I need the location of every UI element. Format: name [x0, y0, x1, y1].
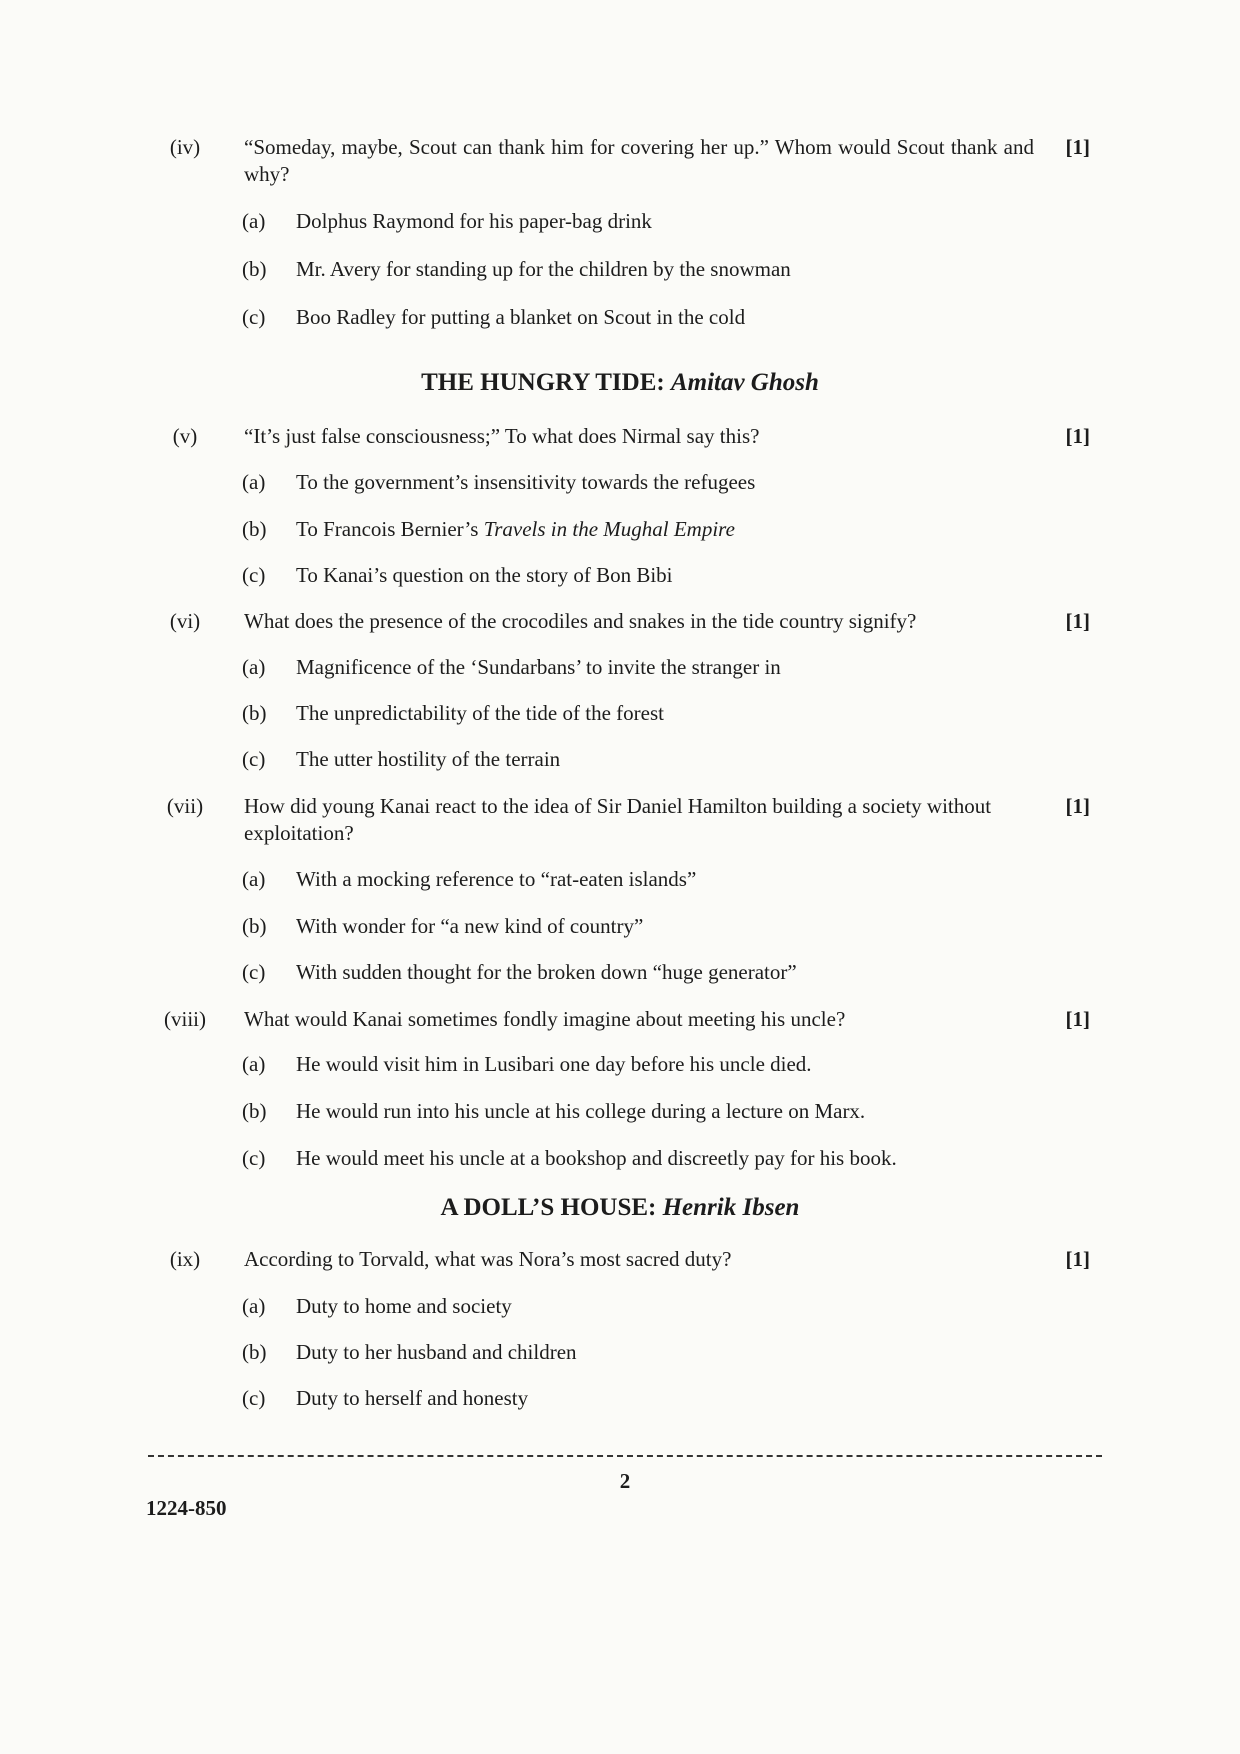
- option-label: (a): [242, 1052, 266, 1076]
- option-label: (b): [242, 1099, 267, 1123]
- option-label: (c): [242, 305, 266, 329]
- page-number: 2: [619, 1469, 631, 1493]
- section-author: Henrik Ibsen: [662, 1194, 800, 1221]
- option-text: Duty to her husband and children: [296, 1340, 577, 1364]
- option-label: (b): [242, 701, 267, 725]
- option-label: (b): [242, 257, 267, 281]
- option-text: To Francois Bernier’s: [296, 517, 479, 541]
- option-text: Dolphus Raymond for his paper-bag drink: [296, 209, 652, 233]
- question-number: (ix): [169, 1247, 201, 1271]
- question-number: (iv): [169, 135, 201, 159]
- question-marks: [1]: [1065, 1007, 1090, 1031]
- option-text: With a mocking reference to “rat-eaten islands”: [296, 867, 697, 891]
- question-text: “It’s just false consciousness;” To what does Nirmal say this?: [244, 424, 760, 448]
- option-label: (c): [242, 960, 266, 984]
- question-number: (v): [172, 424, 198, 448]
- question-number: (viii): [164, 1007, 206, 1031]
- option-label: (c): [242, 1386, 266, 1410]
- option-text: The unpredictability of the tide of the forest: [296, 701, 664, 725]
- section-title: THE HUNGRY TIDE:: [421, 369, 665, 396]
- question-marks: [1]: [1065, 424, 1090, 448]
- section-author: Amitav Ghosh: [670, 369, 819, 396]
- option-text: The utter hostility of the terrain: [296, 747, 561, 771]
- option-text: Boo Radley for putting a blanket on Scout in the cold: [296, 305, 746, 329]
- option-text: With wonder for “a new kind of country”: [296, 914, 644, 938]
- question-text: “Someday, maybe, Scout can thank him for covering her up.” Whom would Scout thank and why?: [244, 135, 1034, 186]
- option-label: (c): [242, 1146, 266, 1170]
- question-text: According to Torvald, what was Nora’s most sacred duty?: [244, 1247, 732, 1271]
- footer-divider: [148, 1455, 1102, 1457]
- section-heading-hungry-tide: [0, 368, 1240, 398]
- option-label: (a): [242, 1294, 266, 1318]
- question-marks: [1]: [1065, 135, 1090, 159]
- option-label: (c): [242, 747, 266, 771]
- question-marks: [1]: [1065, 794, 1090, 818]
- option-label: (a): [242, 209, 266, 233]
- option-label: (b): [242, 517, 267, 541]
- section-heading-dolls-house: [0, 1193, 1240, 1223]
- option-text: He would run into his uncle at his college during a lecture on Marx.: [296, 1099, 866, 1123]
- option-text: Duty to home and society: [296, 1294, 512, 1318]
- section-title: A DOLL’S HOUSE:: [440, 1194, 657, 1221]
- option-label: (a): [242, 867, 266, 891]
- book-title: Travels in the Mughal Empire: [483, 517, 735, 541]
- option-label: (a): [242, 655, 266, 679]
- option-text: He would visit him in Lusibari one day before his uncle died.: [296, 1052, 812, 1076]
- option-text: With sudden thought for the broken down “huge generator”: [296, 960, 797, 984]
- question-text: What does the presence of the crocodiles and snakes in the tide country signify?: [244, 609, 917, 633]
- option-label: (b): [242, 1340, 267, 1364]
- question-marks: [1]: [1065, 609, 1090, 633]
- question-text: How did young Kanai react to the idea of Sir Daniel Hamilton building a society without exploitation?: [244, 794, 992, 845]
- question-number: (vii): [166, 794, 204, 818]
- option-text: He would meet his uncle at a bookshop and discreetly pay for his book.: [296, 1146, 897, 1170]
- option-text: To Kanai’s question on the story of Bon Bibi: [296, 563, 673, 587]
- option-label: (a): [242, 470, 266, 494]
- option-text: Mr. Avery for standing up for the children by the snowman: [296, 257, 791, 281]
- option-text: Duty to herself and honesty: [296, 1386, 529, 1410]
- question-text: What would Kanai sometimes fondly imagine about meeting his uncle?: [244, 1007, 846, 1031]
- option-label: (c): [242, 563, 266, 587]
- option-label: (b): [242, 914, 267, 938]
- question-number: (vi): [169, 609, 201, 633]
- option-text: To the government’s insensitivity towards the refugees: [296, 470, 756, 494]
- option-text-wrapper: [296, 516, 735, 543]
- question-marks: [1]: [1065, 1247, 1090, 1271]
- option-text: Magnificence of the ‘Sundarbans’ to invite the stranger in: [296, 655, 781, 679]
- paper-code: 1224-850: [146, 1496, 227, 1520]
